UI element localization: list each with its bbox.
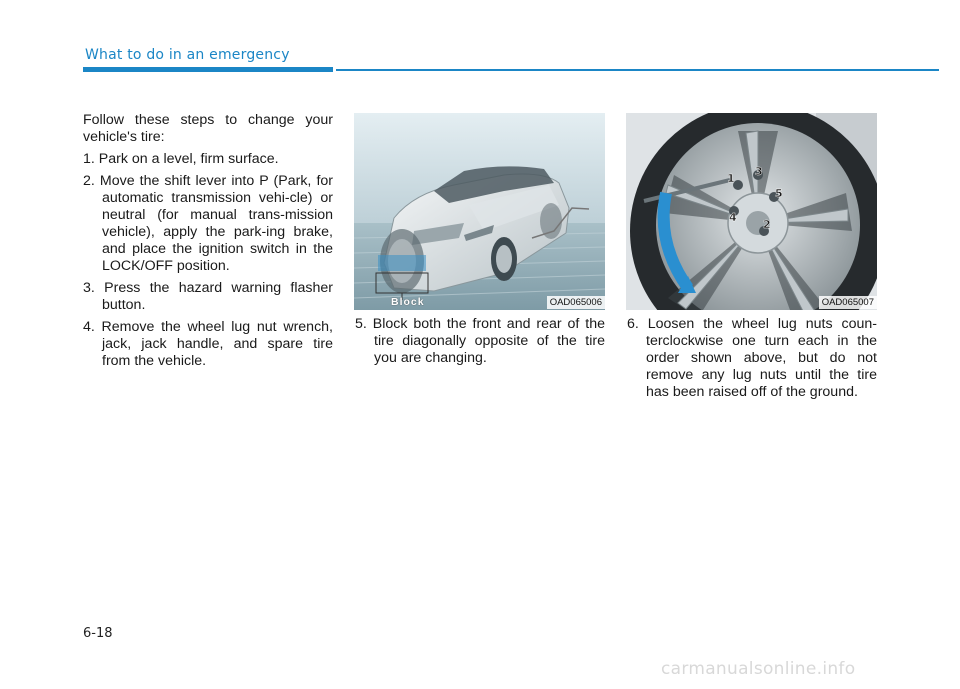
intro-paragraph: Follow these steps to change your vehicle's tire:	[83, 112, 333, 145]
column-1	[83, 112, 333, 375]
step-1: 1. Park on a level, firm surface.	[83, 151, 279, 167]
column-2-text	[355, 316, 605, 372]
lug-number-4: 4	[729, 211, 737, 224]
figure-code: OAD065006	[547, 296, 605, 309]
lug-number-3: 3	[755, 165, 763, 178]
car-illustration	[354, 113, 605, 310]
step-3: 3. Press the hazard warning flasher button.	[83, 280, 333, 313]
figure-wheel-lugs	[626, 113, 877, 310]
step-5: 5. Block both the front and rear of the tire diagonally opposite of the tire you are changing.	[355, 316, 605, 366]
step-6: 6. Loosen the wheel lug nuts coun-terclockwise one turn each in the order shown above, but do not remove any lug nuts until the tire has been raised off of the ground.	[627, 316, 877, 400]
lug-number-2: 2	[763, 218, 771, 231]
wheel-illustration	[626, 113, 877, 310]
column-3-text	[627, 316, 877, 406]
figure-code: OAD065007	[819, 296, 877, 309]
section-title: What to do in an emergency	[85, 47, 290, 63]
page-number: 6-18	[83, 626, 113, 641]
lug-number-1: 1	[727, 172, 735, 185]
step-4: 4. Remove the wheel lug nut wrench, jack, jack handle, and spare tire from the vehicle.	[83, 319, 333, 369]
header-rule-thin	[336, 69, 939, 71]
header-rule-thick	[83, 67, 333, 72]
step-2: 2. Move the shift lever into P (Park, for automatic transmission vehi-cle) or neutral (for manual trans-mission vehicle), apply the park-ing brake, and place the ignition switch in the LOCK/OFF position.	[83, 173, 333, 274]
block-label: Block	[391, 296, 425, 308]
watermark: carmanualsonline.info	[661, 659, 856, 679]
figure-car-block	[354, 113, 605, 310]
lug-number-5: 5	[775, 187, 783, 200]
